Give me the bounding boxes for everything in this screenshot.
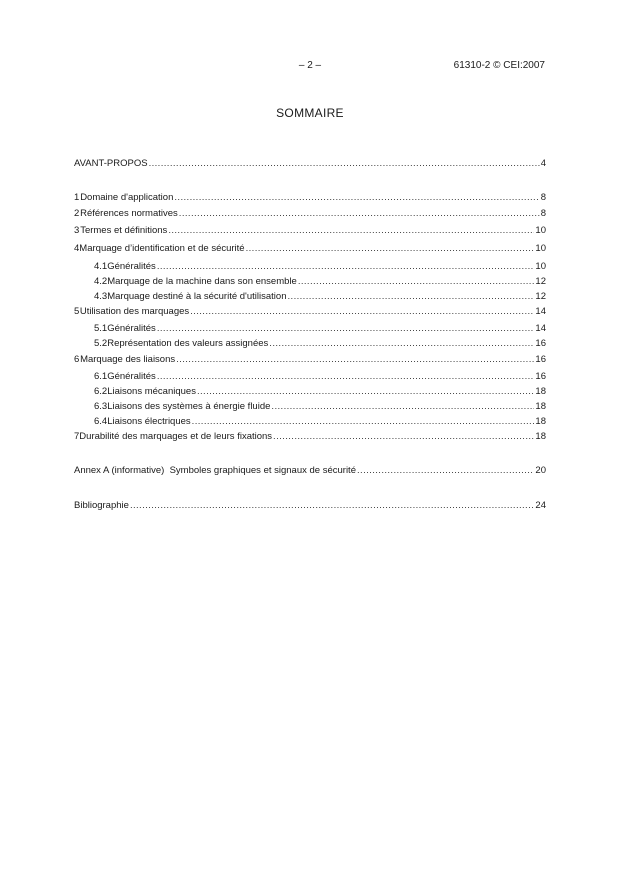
toc-page-number: 16 [535,338,546,349]
document-reference: 61310-2 © CEI:2007 [453,60,545,71]
toc-leader-dots [192,416,535,428]
toc-section-number: 5.2 [94,338,108,349]
toc-entry-text: Liaisons électriques [107,416,191,427]
toc-leader-dots [190,306,534,318]
toc-page-number: 10 [535,243,546,254]
toc-leader-dots [298,276,535,288]
toc-page-number: 16 [535,354,546,365]
toc-entry-6-2[interactable] [74,386,546,398]
toc-page-number: 16 [535,371,546,382]
toc-section-number: 5.1 [94,323,108,334]
toc-leader-dots [149,158,540,170]
toc-section-number: 4.2 [94,276,108,287]
toc-entry-text: Durabilité des marquages et de leurs fixations [79,431,273,442]
toc-section-number: 2 [74,208,80,219]
toc-entry-text: Marquage de la machine dans son ensemble [107,276,297,287]
toc-entry-5-2[interactable] [74,338,546,350]
toc-entry-text: Termes et définitions [80,225,168,236]
toc-entry-4-3[interactable] [74,291,546,303]
toc-leader-dots [287,291,534,303]
toc-page-number: 10 [535,225,546,236]
toc-section-number: 6.4 [94,416,108,427]
toc-leader-dots [179,208,540,220]
toc-leader-dots [269,338,534,350]
toc-leader-dots [174,192,539,204]
toc-entry-avant-propos[interactable] [74,158,546,170]
toc-entry-text: Marquage des liaisons [80,354,176,365]
toc-leader-dots [157,371,535,383]
toc-page-number: 12 [535,276,546,287]
toc-entry-text: Généralités [107,323,156,334]
toc-entry-text: Généralités [107,261,156,272]
toc-entry-bibliographie[interactable] [74,500,546,512]
toc-leader-dots [176,354,534,366]
toc-section-number: 4 [74,243,80,254]
toc-page-number: 14 [535,323,546,334]
toc-entry-6-1[interactable] [74,371,546,383]
toc-section-number: 7 [74,431,80,442]
toc-section-number: 6.2 [94,386,108,397]
toc-entry-text: AVANT-PROPOS [74,158,148,169]
page-title: SOMMAIRE [276,106,344,120]
toc-section-number: 4.3 [94,291,108,302]
toc-leader-dots [130,500,534,512]
toc-entry-5[interactable] [74,306,546,318]
toc-entry-text: Domaine d'application [80,192,174,203]
toc-leader-dots [273,431,534,443]
toc-entry-text: Marquage d’identification et de sécurité [79,243,245,254]
toc-section-number: 6 [74,354,80,365]
toc-entry-text: Bibliographie [74,500,129,511]
toc-entry-text: Liaisons des systèmes à énergie fluide [107,401,271,412]
toc-leader-dots [357,465,534,477]
toc-entry-6-3[interactable] [74,401,546,413]
toc-page-number: 8 [540,192,546,203]
toc-entry-text: Représentation des valeurs assignées [107,338,269,349]
toc-leader-dots [157,261,535,273]
toc-entry-6[interactable] [74,354,546,366]
toc-entry-4-2[interactable] [74,276,546,288]
toc-entry-4[interactable] [74,243,546,255]
toc-section-number: 6.3 [94,401,108,412]
toc-page-number: 12 [535,291,546,302]
toc-section-number: 1 [74,192,80,203]
toc-leader-dots [271,401,534,413]
toc-section-number: 3 [74,225,80,236]
toc-leader-dots [246,243,535,255]
toc-leader-dots [197,386,534,398]
toc-page-number: 24 [535,500,546,511]
toc-entry-text: Références normatives [80,208,178,219]
toc-entry-text: Utilisation des marquages [79,306,190,317]
toc-entry-7[interactable] [74,431,546,443]
toc-page-number: 18 [535,386,546,397]
toc-page-number: 8 [540,208,546,219]
toc-entry-6-4[interactable] [74,416,546,428]
toc-entry-text: Annex A (informative) Symboles graphiques et signaux de sécurité [74,465,356,476]
toc-entry-5-1[interactable] [74,323,546,335]
toc-entry-2[interactable] [74,208,546,220]
toc-page-number: 18 [535,401,546,412]
toc-entry-annex-a[interactable] [74,465,546,477]
toc-page-number: 10 [535,261,546,272]
toc-page-number: 18 [535,416,546,427]
toc-leader-dots [168,225,534,237]
toc-entry-text: Liaisons mécaniques [107,386,196,397]
toc-entry-1[interactable] [74,192,546,204]
toc-section-number: 4.1 [94,261,108,272]
toc-leader-dots [157,323,535,335]
toc-entry-4-1[interactable] [74,261,546,273]
toc-page-number: 20 [535,465,546,476]
toc-section-number: 5 [74,306,80,317]
toc-page-number: 4 [540,158,546,169]
toc-page-number: 14 [535,306,546,317]
toc-section-number: 6.1 [94,371,108,382]
page-number: – 2 – [298,60,322,71]
toc-page-number: 18 [535,431,546,442]
toc-entry-3[interactable] [74,225,546,237]
toc-entry-text: Marquage destiné à la sécurité d'utilisation [107,291,287,302]
toc-entry-text: Généralités [107,371,156,382]
